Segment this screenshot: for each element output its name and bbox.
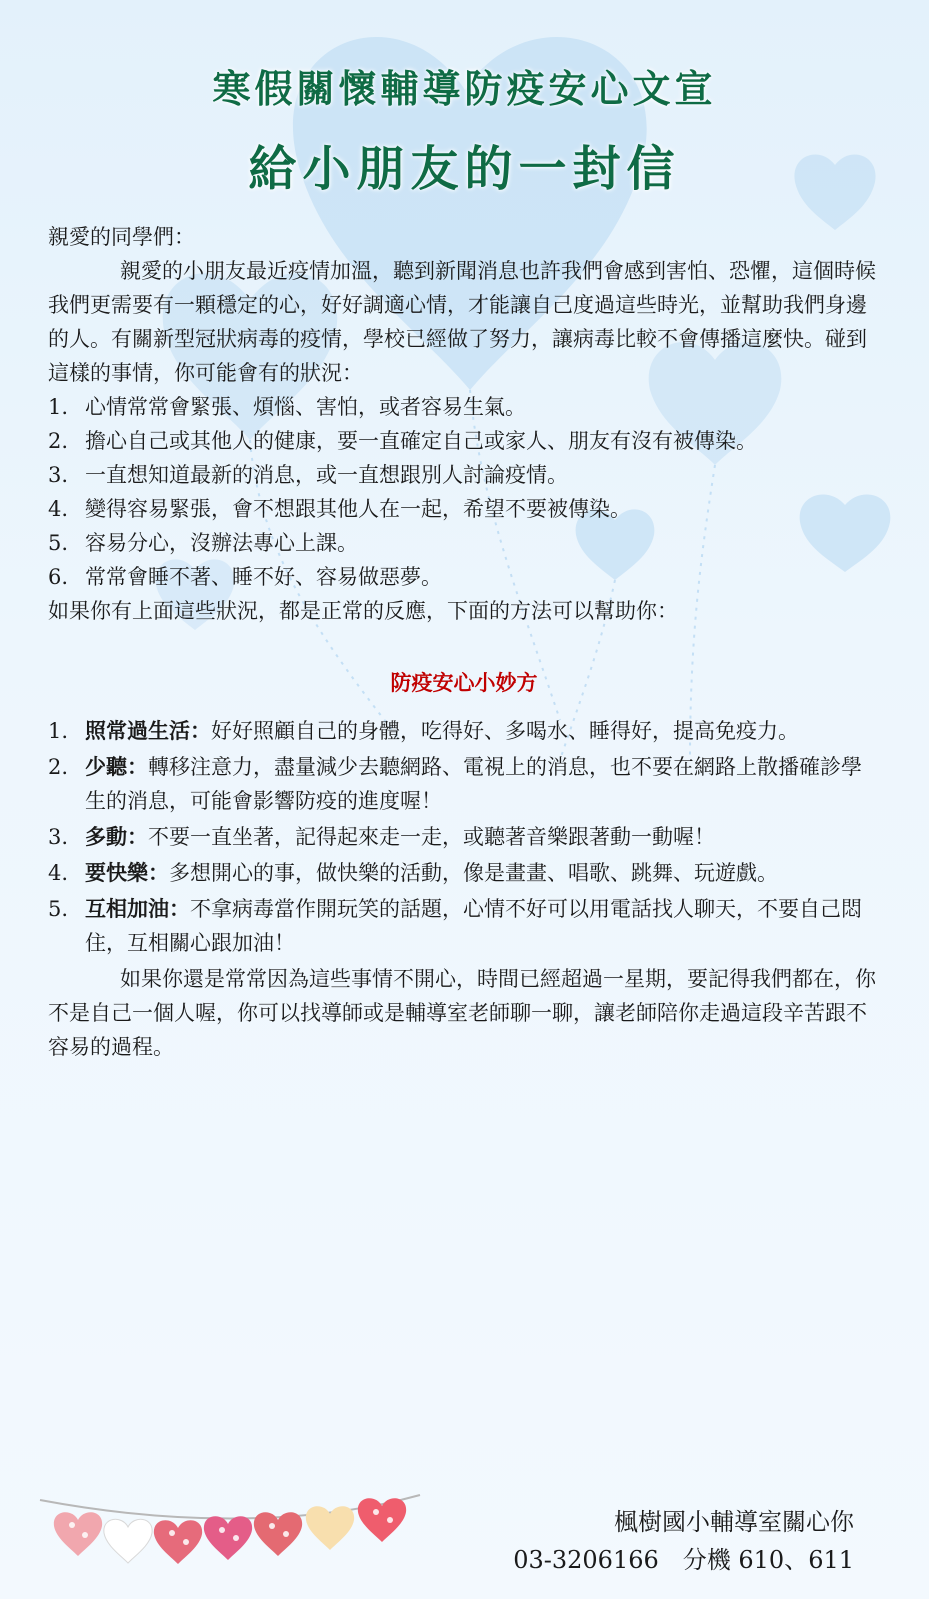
letter-body xyxy=(48,220,880,1064)
greeting: 親愛的同學們： xyxy=(48,225,195,249)
list-item: 5. 互相加油：不拿病毒當作開玩笑的話題，心情不好可以用電話找人聊天，不要自己悶住，互相關心跟加油！ xyxy=(48,896,862,955)
signature: 楓樹國小輔導室關心你 xyxy=(614,1508,854,1536)
list-item: 2. 少聽：轉移注意力，盡量減少去聽網路、電視上的消息，也不要在網路上散播確診學生的消息，可能會影響防疫的進度喔！ xyxy=(48,754,862,813)
list-item: 5. 容易分心，沒辦法專心上課。 xyxy=(48,531,358,555)
list-item: 1. 照常過生活：好好照顧自己的身體，吃得好、多喝水、睡得好，提高免疫力。 xyxy=(48,718,799,743)
title-line-1: 寒假關懷輔導防疫安心文宣 xyxy=(212,66,717,111)
reactions-list xyxy=(48,390,880,594)
normal-reaction-paragraph: 如果你有上面這些狀況，都是正常的反應，下面的方法可以幫助你： xyxy=(48,599,678,623)
heart-garland xyxy=(40,1495,420,1564)
title-line-2: 給小朋友的一封信 xyxy=(248,141,681,197)
tips-title: 防疫安心小妙方 xyxy=(390,670,538,695)
closing-paragraph: 如果你還是常常因為這些事情不開心，時間已經超過一星期，要記得我們都在，你不是自己一個人喔，你可以找導師或是輔導室老師聊一聊，讓老師陪你走過這段辛苦跟不容易的過程。 xyxy=(48,967,876,1059)
intro-paragraph: 親愛的小朋友最近疫情加溫，聽到新聞消息也許我們會感到害怕、恐懼，這個時候我們更需要有一顆穩定的心，好好調適心情，才能讓自己度過這些時光，並幫助我們身邊的人。有關新型冠狀病毒的疫情，學校已經做了努力，讓病毒比較不會傳播這麼快。碰到這樣的事情，你可能會有的狀況： xyxy=(48,259,876,385)
list-item: 1. 心情常常會緊張、煩惱、害怕，或者容易生氣。 xyxy=(48,395,526,419)
tips-list xyxy=(48,714,880,960)
list-item: 3. 多動：不要一直坐著，記得起來走一走，或聽著音樂跟著動一動喔！ xyxy=(48,824,715,849)
list-item: 4. 要快樂：多想開心的事，做快樂的活動，像是畫畫、唱歌、跳舞、玩遊戲。 xyxy=(48,860,778,885)
list-item: 2. 擔心自己或其他人的健康，要一直確定自己或家人、朋友有沒有被傳染。 xyxy=(48,429,757,453)
list-item: 6. 常常會睡不著、睡不好、容易做惡夢。 xyxy=(48,565,442,589)
list-item: 4. 變得容易緊張，會不想跟其他人在一起，希望不要被傳染。 xyxy=(48,497,631,521)
contact-number: 03-3206166 分機 610、611 xyxy=(513,1546,854,1574)
signature-block xyxy=(513,1503,854,1579)
list-item: 3. 一直想知道最新的消息，或一直想跟別人討論疫情。 xyxy=(48,463,568,487)
